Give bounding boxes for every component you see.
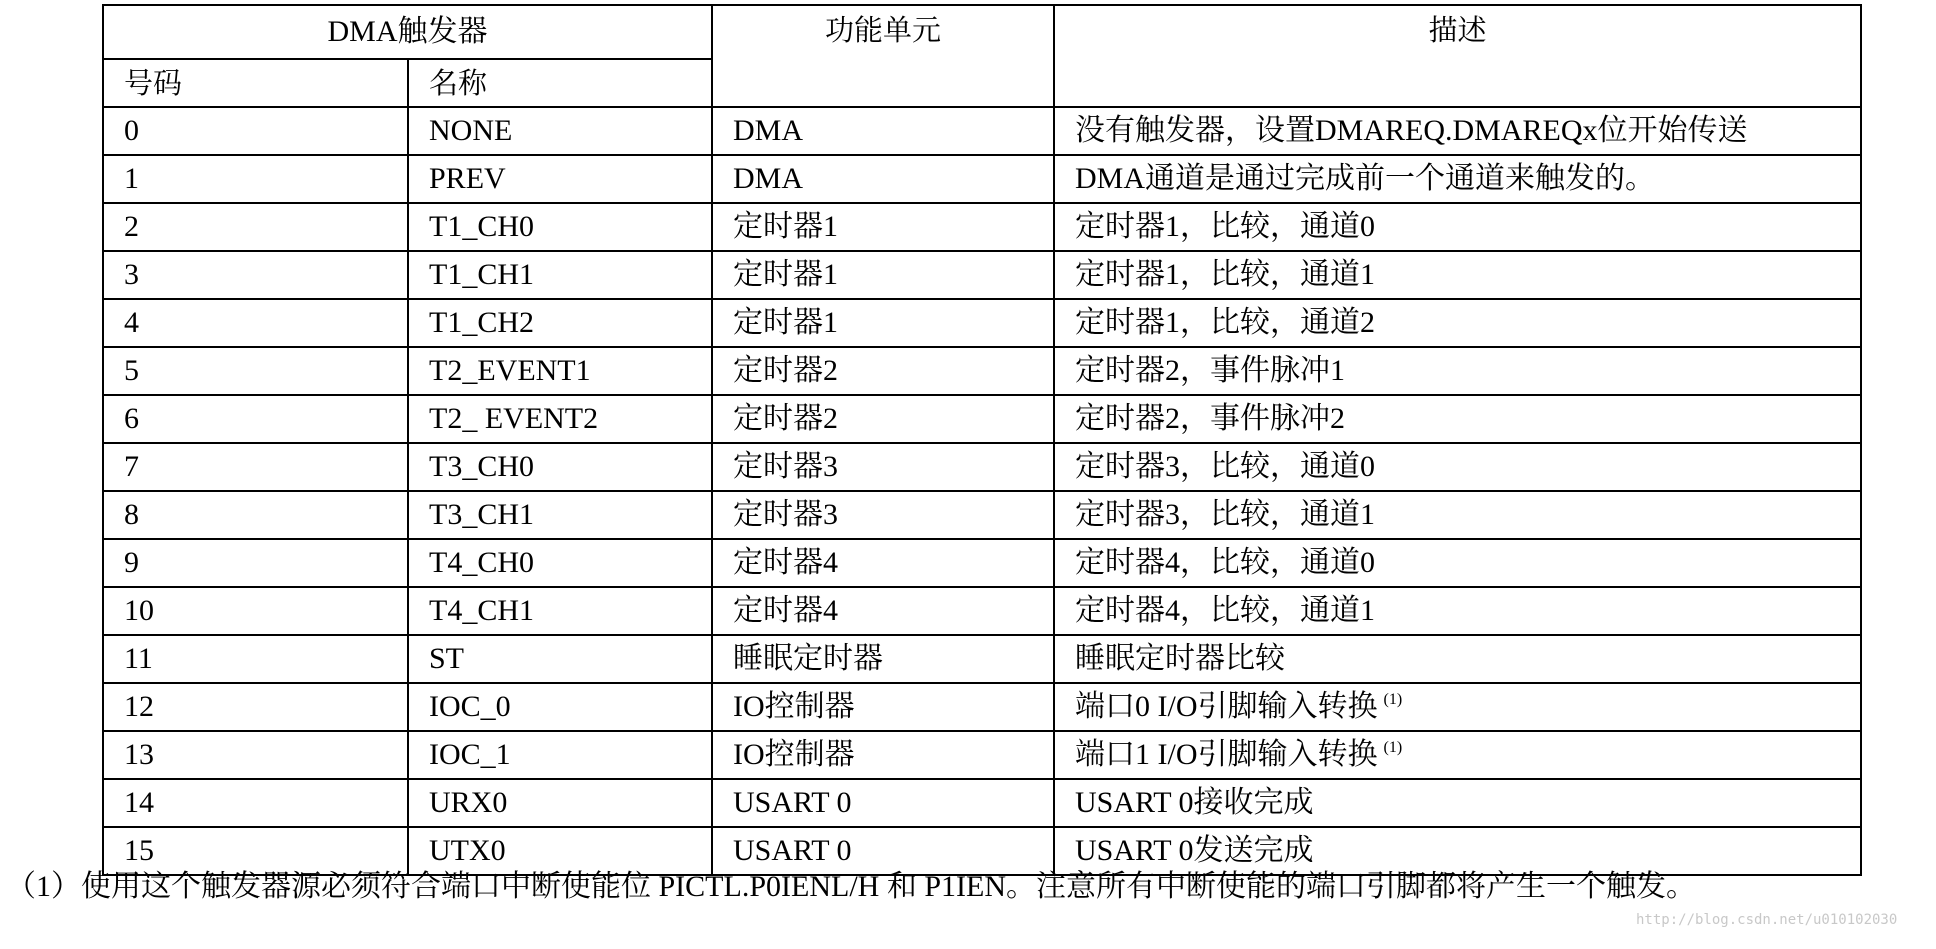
cell-number [103,635,408,683]
cell-name-text: T2_ EVENT2 [429,402,599,435]
cell-function-unit-text: DMA [733,114,804,147]
cell-description-text: 定时器4，比较，通道1 [1075,594,1376,627]
cell-number-text: 12 [124,690,154,723]
cell-description-text: 定时器1，比较，通道0 [1075,210,1376,243]
cell-description [1054,731,1861,779]
cell-function-unit-text: 定时器1 [733,306,839,339]
cell-function-unit-text: 定时器3 [733,450,839,483]
cell-description-text: 没有触发器，设置DMAREQ.DMAREQx位开始传送 [1075,114,1748,147]
cell-name [408,251,712,299]
cell-number-text: 2 [124,210,139,243]
cell-number-text: 9 [124,546,139,579]
cell-name [408,299,712,347]
cell-name [408,731,712,779]
cell-description [1054,827,1861,875]
cell-function-unit-text: IO控制器 [733,738,855,771]
table-row [103,299,1861,347]
cell-description-text: 定时器3，比较，通道1 [1075,498,1376,531]
cell-function-unit-text: IO控制器 [733,690,855,723]
cell-name [408,491,712,539]
footnote-text: （1）使用这个触发器源必须符合端口中断使能位 PICTL.P0IENL/H 和 P1IEN。注意所有中断使能的端口引脚都将产生一个触发。 [6,870,1696,903]
cell-name-text: T4_CH0 [429,546,534,579]
cell-description-text: 端口0 I/O引脚输入转换 [1075,690,1378,723]
cell-number [103,587,408,635]
cell-name-text: T3_CH0 [429,450,534,483]
table-row [103,779,1861,827]
cell-description [1054,779,1861,827]
cell-name-text: PREV [429,162,506,195]
cell-number-text: 15 [124,834,154,867]
cell-number-text: 6 [124,402,139,435]
cell-name-text: URX0 [429,786,508,819]
cell-name [408,587,712,635]
cell-description [1054,203,1861,251]
cell-name [408,155,712,203]
cell-function-unit [712,347,1054,395]
table-row [103,395,1861,443]
cell-name-text: IOC_1 [429,738,511,771]
cell-name-text: T3_CH1 [429,498,534,531]
cell-number [103,107,408,155]
cell-function-unit [712,299,1054,347]
header-description: 描述 [1054,5,1861,107]
table-row [103,731,1861,779]
cell-number-text: 1 [124,162,139,195]
table-row [103,491,1861,539]
cell-description [1054,347,1861,395]
header-dma-trigger: DMA触发器 [103,5,712,59]
cell-name [408,827,712,875]
cell-number-text: 0 [124,114,139,147]
cell-description-text: USART 0发送完成 [1075,834,1314,867]
cell-description [1054,107,1861,155]
cell-number-text: 13 [124,738,154,771]
cell-description-text: 定时器4，比较，通道0 [1075,546,1376,579]
table-body [103,107,1861,875]
cell-function-unit [712,779,1054,827]
cell-number [103,299,408,347]
cell-name [408,395,712,443]
cell-number-text: 10 [124,594,154,627]
cell-number [103,491,408,539]
cell-function-unit-text: USART 0 [733,834,852,867]
cell-name-text: T1_CH2 [429,306,534,339]
cell-name-text: NONE [429,114,513,147]
cell-description [1054,443,1861,491]
cell-function-unit-text: DMA [733,162,804,195]
cell-name [408,347,712,395]
table-row [103,203,1861,251]
table-row [103,107,1861,155]
cell-function-unit-text: USART 0 [733,786,852,819]
cell-description [1054,491,1861,539]
cell-name [408,107,712,155]
cell-name [408,203,712,251]
cell-function-unit [712,203,1054,251]
cell-function-unit [712,395,1054,443]
table-row [103,155,1861,203]
cell-function-unit [712,683,1054,731]
cell-number-text: 11 [124,642,153,675]
cell-function-unit [712,635,1054,683]
cell-number [103,347,408,395]
cell-number-text: 8 [124,498,139,531]
table-row [103,443,1861,491]
cell-name-text: T2_EVENT1 [429,354,591,387]
cell-name-text: T4_CH1 [429,594,534,627]
cell-name-text: T1_CH1 [429,258,534,291]
cell-number [103,203,408,251]
cell-number [103,155,408,203]
cell-number-text: 4 [124,306,139,339]
cell-name [408,443,712,491]
table-row [103,347,1861,395]
cell-description [1054,395,1861,443]
cell-description-text: 定时器2，事件脉冲2 [1075,402,1346,435]
cell-function-unit [712,251,1054,299]
cell-function-unit-text: 定时器2 [733,402,839,435]
cell-name [408,635,712,683]
table-row [103,635,1861,683]
cell-number-text: 5 [124,354,139,387]
table-row [103,827,1861,875]
header-row-top [103,5,1861,59]
cell-description [1054,251,1861,299]
cell-number-text: 7 [124,450,139,483]
watermark-url: http://blog.csdn.net/u010102030 [1636,912,1898,928]
cell-description [1054,683,1861,731]
cell-number [103,443,408,491]
footnote-marker: (1) [1383,691,1403,708]
cell-description-text: 定时器2，事件脉冲1 [1075,354,1346,387]
cell-name [408,683,712,731]
cell-name [408,539,712,587]
cell-description [1054,539,1861,587]
table-row [103,587,1861,635]
cell-description-text: 定时器1，比较，通道2 [1075,306,1376,339]
cell-function-unit-text: 定时器1 [733,210,839,243]
cell-number [103,251,408,299]
cell-number-text: 14 [124,786,154,819]
cell-function-unit-text: 定时器1 [733,258,839,291]
cell-description-text: 端口1 I/O引脚输入转换 [1075,738,1378,771]
cell-name [408,779,712,827]
cell-function-unit [712,107,1054,155]
cell-name-text: IOC_0 [429,690,511,723]
cell-description-text: 定时器3，比较，通道0 [1075,450,1376,483]
cell-function-unit [712,587,1054,635]
table-row [103,539,1861,587]
cell-function-unit [712,827,1054,875]
header-name: 名称 [408,59,712,107]
cell-name-text: ST [429,642,465,675]
cell-name-text: UTX0 [429,834,506,867]
cell-description [1054,635,1861,683]
cell-function-unit [712,155,1054,203]
cell-number [103,683,408,731]
dma-trigger-table [102,4,1862,876]
table-row [103,251,1861,299]
cell-function-unit-text: 定时器3 [733,498,839,531]
cell-description-text: 睡眠定时器比较 [1075,642,1286,675]
cell-number [103,539,408,587]
cell-number [103,779,408,827]
cell-function-unit [712,539,1054,587]
cell-function-unit-text: 定时器4 [733,594,839,627]
cell-number-text: 3 [124,258,139,291]
cell-function-unit [712,491,1054,539]
cell-name-text: T1_CH0 [429,210,534,243]
table-row [103,683,1861,731]
cell-function-unit [712,731,1054,779]
cell-function-unit [712,443,1054,491]
cell-function-unit-text: 睡眠定时器 [733,642,884,675]
cell-function-unit-text: 定时器4 [733,546,839,579]
cell-description [1054,299,1861,347]
cell-description [1054,155,1861,203]
cell-number [103,395,408,443]
cell-number [103,731,408,779]
header-number: 号码 [103,59,408,107]
footnote-marker: (1) [1383,739,1403,756]
cell-function-unit-text: 定时器2 [733,354,839,387]
cell-description-text: USART 0接收完成 [1075,786,1314,819]
cell-description-text: 定时器1，比较，通道1 [1075,258,1376,291]
cell-number [103,827,408,875]
header-function-unit: 功能单元 [712,5,1054,107]
cell-description-text: DMA通道是通过完成前一个通道来触发的。 [1075,162,1656,195]
cell-description [1054,587,1861,635]
